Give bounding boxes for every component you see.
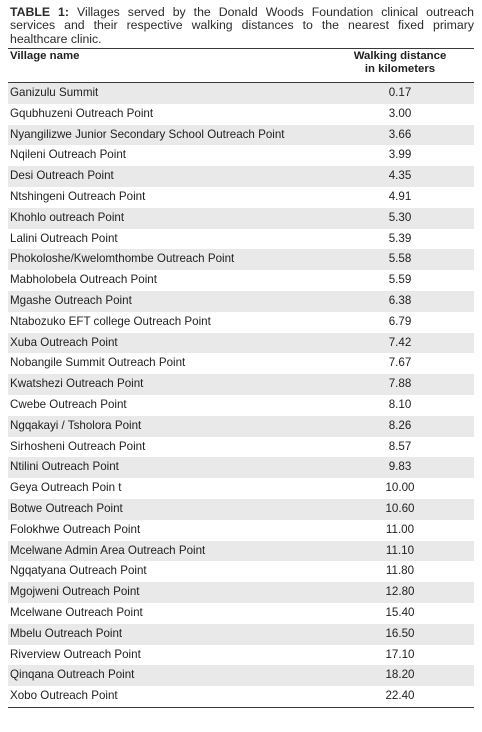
table-row [8, 437, 474, 458]
table-row [8, 457, 474, 478]
table-row [8, 145, 474, 166]
table-row [8, 333, 474, 354]
walking-distance-cell: 5.58 [388, 252, 412, 266]
village-name-cell: Khohlo outreach Point [10, 210, 125, 224]
table-row [8, 624, 474, 645]
village-name-cell: Phokoloshe/Kwelomthombe Outreach Point [10, 252, 235, 266]
table-row [8, 125, 474, 146]
walking-distance-cell: 0.17 [388, 86, 412, 99]
walking-distance-cell: 8.10 [388, 397, 412, 411]
table-row [8, 249, 474, 270]
village-name-cell: Riverview Outreach Point [10, 647, 141, 661]
village-name-cell: Gqubhuzeni Outreach Point [10, 106, 154, 120]
village-name-cell: Botwe Outreach Point [10, 501, 123, 515]
village-name-cell: Mgojweni Outreach Point [10, 585, 140, 599]
walking-distance-cell: 4.35 [388, 169, 412, 183]
village-name-cell: Sirhosheni Outreach Point [10, 439, 146, 453]
table-header-row [8, 49, 474, 83]
table-row [8, 582, 474, 603]
walking-distance-header [326, 49, 474, 83]
walking-distance-cell: 10.00 [385, 481, 415, 495]
village-name-cell: Cwebe Outreach Point [10, 397, 127, 411]
walking-distance-cell: 3.66 [388, 127, 412, 141]
walking-distance-cell: 16.50 [385, 626, 415, 640]
village-name-cell: Mcelwane Admin Area Outreach Point [10, 543, 206, 557]
village-name-cell: Ngqakayi / Tsholora Point [10, 418, 142, 432]
table-row [8, 312, 474, 333]
table-row [8, 187, 474, 208]
walking-distance-cell: 7.88 [388, 377, 412, 391]
walking-distance-cell: 11.80 [385, 564, 415, 578]
village-name-cell: Lalini Outreach Point [10, 231, 118, 245]
village-name-cell: Nyangilizwe Junior Secondary School Outreach Point [10, 127, 285, 141]
walking-distance-cell: 8.57 [388, 439, 412, 453]
table-caption-text: Villages served by the Donald Woods Foundation clinical outreach services and their respective walking distances to the nearest fixed primary healthcare clinic. [10, 6, 474, 46]
table-row [8, 520, 474, 541]
table-row [8, 374, 474, 395]
table-row [8, 499, 474, 520]
table-caption [10, 6, 474, 47]
village-name-cell: Folokhwe Outreach Point [10, 522, 141, 536]
table-row [8, 665, 474, 686]
walking-distance-cell: 15.40 [385, 605, 415, 619]
village-name-cell: Ngqatyana Outreach Point [10, 564, 147, 578]
walking-distance-cell: 11.10 [385, 543, 415, 557]
walking-distance-cell: 6.38 [388, 293, 412, 307]
table-body [8, 83, 474, 708]
walking-distance-cell: 18.20 [385, 668, 415, 682]
table-row [8, 541, 474, 562]
table-caption-label: TABLE 1: [10, 6, 69, 19]
walking-distance-cell: 9.83 [388, 460, 412, 474]
walking-distance-cell: 5.30 [388, 210, 412, 224]
village-name-cell: Desi Outreach Point [10, 169, 114, 183]
table-row [8, 166, 474, 187]
walking-distance-header-line1: Walking distance [353, 50, 447, 62]
villages-distance-table [8, 48, 474, 708]
walking-distance-cell: 6.79 [388, 314, 412, 328]
table-row [8, 229, 474, 250]
village-name-cell: Xuba Outreach Point [10, 335, 118, 349]
village-name-cell: Mabholobela Outreach Point [10, 273, 157, 287]
village-name-header: Village name [10, 50, 80, 62]
walking-distance-cell: 10.60 [385, 501, 415, 515]
walking-distance-cell: 7.67 [388, 356, 412, 370]
village-name-cell: Ganizulu Summit [10, 86, 99, 99]
walking-distance-header-line2: in kilometers [364, 63, 436, 75]
walking-distance-cell: 3.00 [388, 106, 412, 120]
table-row [8, 291, 474, 312]
table-row [8, 686, 474, 707]
walking-distance-cell: 5.39 [388, 231, 412, 245]
table-row [8, 603, 474, 624]
walking-distance-cell: 17.10 [385, 647, 415, 661]
table-row [8, 416, 474, 437]
walking-distance-cell: 3.99 [388, 148, 412, 162]
walking-distance-cell: 8.26 [388, 418, 412, 432]
table-row [8, 478, 474, 499]
village-name-cell: Ntshingeni Outreach Point [10, 189, 146, 203]
table-row [8, 353, 474, 374]
walking-distance-cell: 4.91 [388, 189, 412, 203]
village-name-cell: Mcelwane Outreach Point [10, 605, 143, 619]
village-name-cell: Mbelu Outreach Point [10, 626, 123, 640]
table-row [8, 270, 474, 291]
walking-distance-cell: 11.00 [385, 522, 415, 536]
village-name-cell: Qinqana Outreach Point [10, 668, 135, 682]
walking-distance-cell: 22.40 [385, 689, 415, 703]
table-row [8, 561, 474, 582]
table-row [8, 395, 474, 416]
walking-distance-cell: 7.42 [388, 335, 412, 349]
walking-distance-cell: 5.59 [388, 273, 412, 287]
village-name-cell: Kwatshezi Outreach Point [10, 377, 144, 391]
table-row [8, 104, 474, 125]
village-name-cell: Ntabozuko EFT college Outreach Point [10, 314, 211, 328]
village-name-cell: Geya Outreach Poin t [10, 481, 122, 495]
table-header [8, 49, 474, 83]
village-name-cell: Mgashe Outreach Point [10, 293, 132, 307]
table-row [8, 83, 474, 104]
village-name-cell: Xobo Outreach Point [10, 689, 118, 703]
village-name-cell: Nqileni Outreach Point [10, 148, 126, 162]
walking-distance-cell: 12.80 [385, 585, 415, 599]
village-name-cell: Ntilini Outreach Point [10, 460, 119, 474]
table-row [8, 208, 474, 229]
village-name-cell: Nobangile Summit Outreach Point [10, 356, 186, 370]
table-row [8, 645, 474, 666]
